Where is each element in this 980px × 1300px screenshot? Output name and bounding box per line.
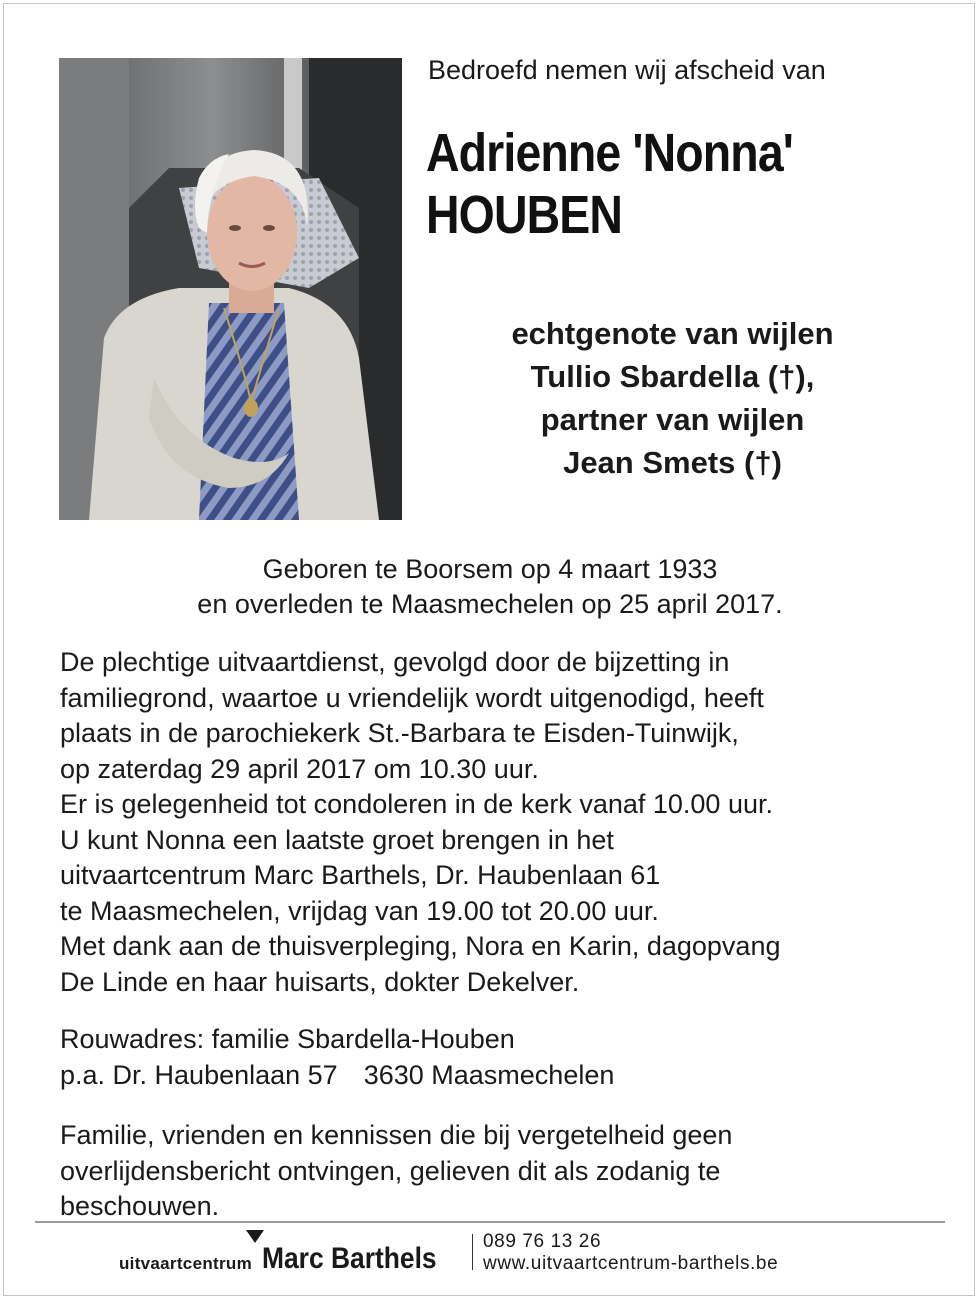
relation-line: partner van wijlen [540, 402, 805, 437]
intro-text: Bedroefd nemen wij afscheid van [428, 55, 826, 85]
deceased-name [426, 122, 793, 246]
address-line-1: Rouwadres: familie Sbardella-Houben [60, 1024, 515, 1054]
mourning-address [60, 1022, 940, 1093]
footer-contact [483, 1231, 778, 1275]
logo-brand-name: Marc Barthels [262, 1242, 437, 1275]
logo-small-text: uitvaartcentrum [119, 1254, 252, 1273]
footer-website[interactable]: www.uitvaartcentrum-barthels.be [483, 1253, 779, 1274]
relation-line: Tullio Sbardella (†), [530, 359, 815, 394]
birth-death-dates [40, 552, 940, 622]
service-line: De Linde en haar huisarts, dokter Dekelver. [60, 966, 580, 997]
service-line: De plechtige uitvaartdienst, gevolgd door de bijzetting in [60, 647, 730, 677]
portrait-photo [59, 58, 402, 520]
service-line: uitvaartcentrum Marc Barthels, Dr. Haubenlaan 61 [60, 860, 661, 890]
deceased-name-line-2: HOUBEN [426, 185, 623, 245]
service-line: Er is gelegenheid tot condoleren in de kerk vanaf 10.00 uur. [60, 789, 773, 819]
death-line: en overleden te Maasmechelen op 25 april 2017. [197, 589, 783, 619]
family-note [60, 1118, 940, 1225]
service-line: Met dank aan de thuisverpleging, Nora en Karin, dagopvang [60, 931, 781, 961]
family-note-line: beschouwen. [60, 1191, 220, 1221]
family-note-line: overlijdensbericht ontvingen, gelieven dit als zodanig te [60, 1155, 721, 1186]
service-line: familiegrond, waartoe u vriendelijk wordt uitgenodigd, heeft [60, 682, 764, 713]
relations [440, 312, 905, 484]
relation-line: Jean Smets (†) [563, 445, 782, 480]
address-line-2 [60, 1058, 940, 1094]
footer-phone: 089 76 13 26 [483, 1231, 602, 1252]
footer-divider [35, 1221, 945, 1223]
service-line: op zaterdag 29 april 2017 om 10.30 uur. [60, 753, 539, 784]
relation-line: echtgenote van wijlen [511, 316, 834, 351]
address-city: 3630 Maasmechelen [363, 1059, 615, 1090]
service-line: plaats in de parochiekerk St.-Barbara te Eisden-Tuinwijk, [60, 718, 739, 748]
service-line: U kunt Nonna een laatste groet brengen in het [60, 824, 614, 855]
service-line: te Maasmechelen, vrijdag van 19.00 tot 20.00 uur. [60, 895, 659, 926]
deceased-name-line-1: Adrienne 'Nonna' [426, 123, 793, 183]
funeral-service-text [60, 645, 940, 1000]
family-note-line: Familie, vrienden en kennissen die bij vergetelheid geen [60, 1120, 733, 1150]
footer-separator [472, 1234, 473, 1270]
address-street: p.a. Dr. Haubenlaan 57 [60, 1059, 338, 1090]
birth-line: Geboren te Boorsem op 4 maart 1933 [262, 554, 718, 584]
